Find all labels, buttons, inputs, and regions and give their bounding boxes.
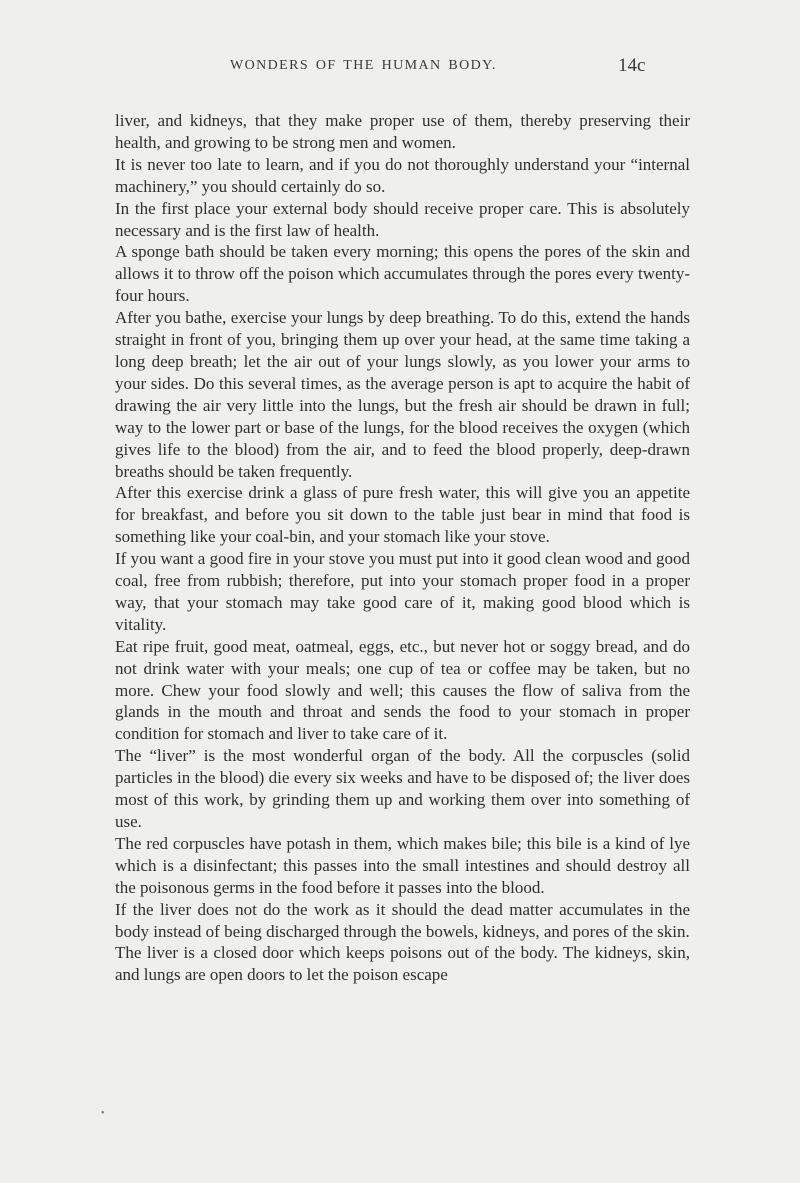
paragraph: The liver is a closed door which keeps poisons out of the body. The kidneys, skin, and lungs are open doors to let the poison escape xyxy=(115,943,690,985)
body-text xyxy=(115,110,690,986)
paragraph: If you want a good fire in your stove you must put into it good clean wood and good coal, free from rubbish; therefore, put into your stomach proper food in a proper way, that your stomach may take good care of it, making good blood which is vitality. xyxy=(115,549,690,634)
paragraph: It is never too late to learn, and if you do not thoroughly understand your “internal machinery,” you should certainly do so. xyxy=(115,154,690,196)
paragraph: A sponge bath should be taken every morning; this opens the pores of the skin and allows it to throw off the poison which accumulates through the pores every twenty-four hours. xyxy=(115,242,690,306)
paragraph: Eat ripe fruit, good meat, oatmeal, eggs, etc., but never hot or soggy bread, and do not drink water with your meals; one cup of tea or coffee may be taken, but no more. Chew your food slowly and well; this causes the flow of saliva from the glands in the mouth and throat and sends the food to your stomach in proper condition for stomach and liver to take care of it. xyxy=(115,636,690,744)
page-header xyxy=(0,55,800,82)
paragraph: If the liver does not do the work as it should the dead matter accumulates in the body instead of being discharged through the bowels, kidneys, and pores of the skin. xyxy=(115,899,690,941)
paragraph: The “liver” is the most wonderful organ of the body. All the corpuscles (solid particles in the blood) die every six weeks and have to be disposed of; the liver does most of this work, by grinding them up and working them over into something of use. xyxy=(115,746,690,831)
paragraph: In the first place your external body should receive proper care. This is absolutely necessary and is the first law of health. xyxy=(115,198,690,240)
paragraph: The red corpuscles have potash in them, which makes bile; this bile is a kind of lye which is a disinfectant; this passes into the small intestines and should destroy all the poisonous germs in the food before it passes into the blood. xyxy=(115,833,690,897)
paragraph: After this exercise drink a glass of pure fresh water, this will give you an appetite for breakfast, and before you sit down to the table just bear in mind that food is something like your coal-bin, and your stomach like your stove. xyxy=(115,483,690,547)
page-number: 14c xyxy=(618,55,646,76)
paragraph: liver, and kidneys, that they make proper use of them, thereby preserving their health, and growing to be strong men and women. xyxy=(115,111,690,152)
ink-speck-mark: • xyxy=(101,1108,105,1119)
paragraph: After you bathe, exercise your lungs by deep breathing. To do this, extend the hands straight in front of you, bringing them up over your head, at the same time taking a long deep breath; let the air out of your lungs slowly, as you lower your arms to your sides. Do this several times, as the average person is apt to acquire the habit of drawing the air very little into the lungs, but the fresh air should be drawn in full; way to the lower part or base of the lungs, for the blood receives the oxygen (which gives life to the blood) from the air, and to feed the blood properly, deep-drawn breaths should be taken frequently. xyxy=(115,308,690,481)
running-title: WONDERS OF THE HUMAN BODY. xyxy=(230,58,497,73)
